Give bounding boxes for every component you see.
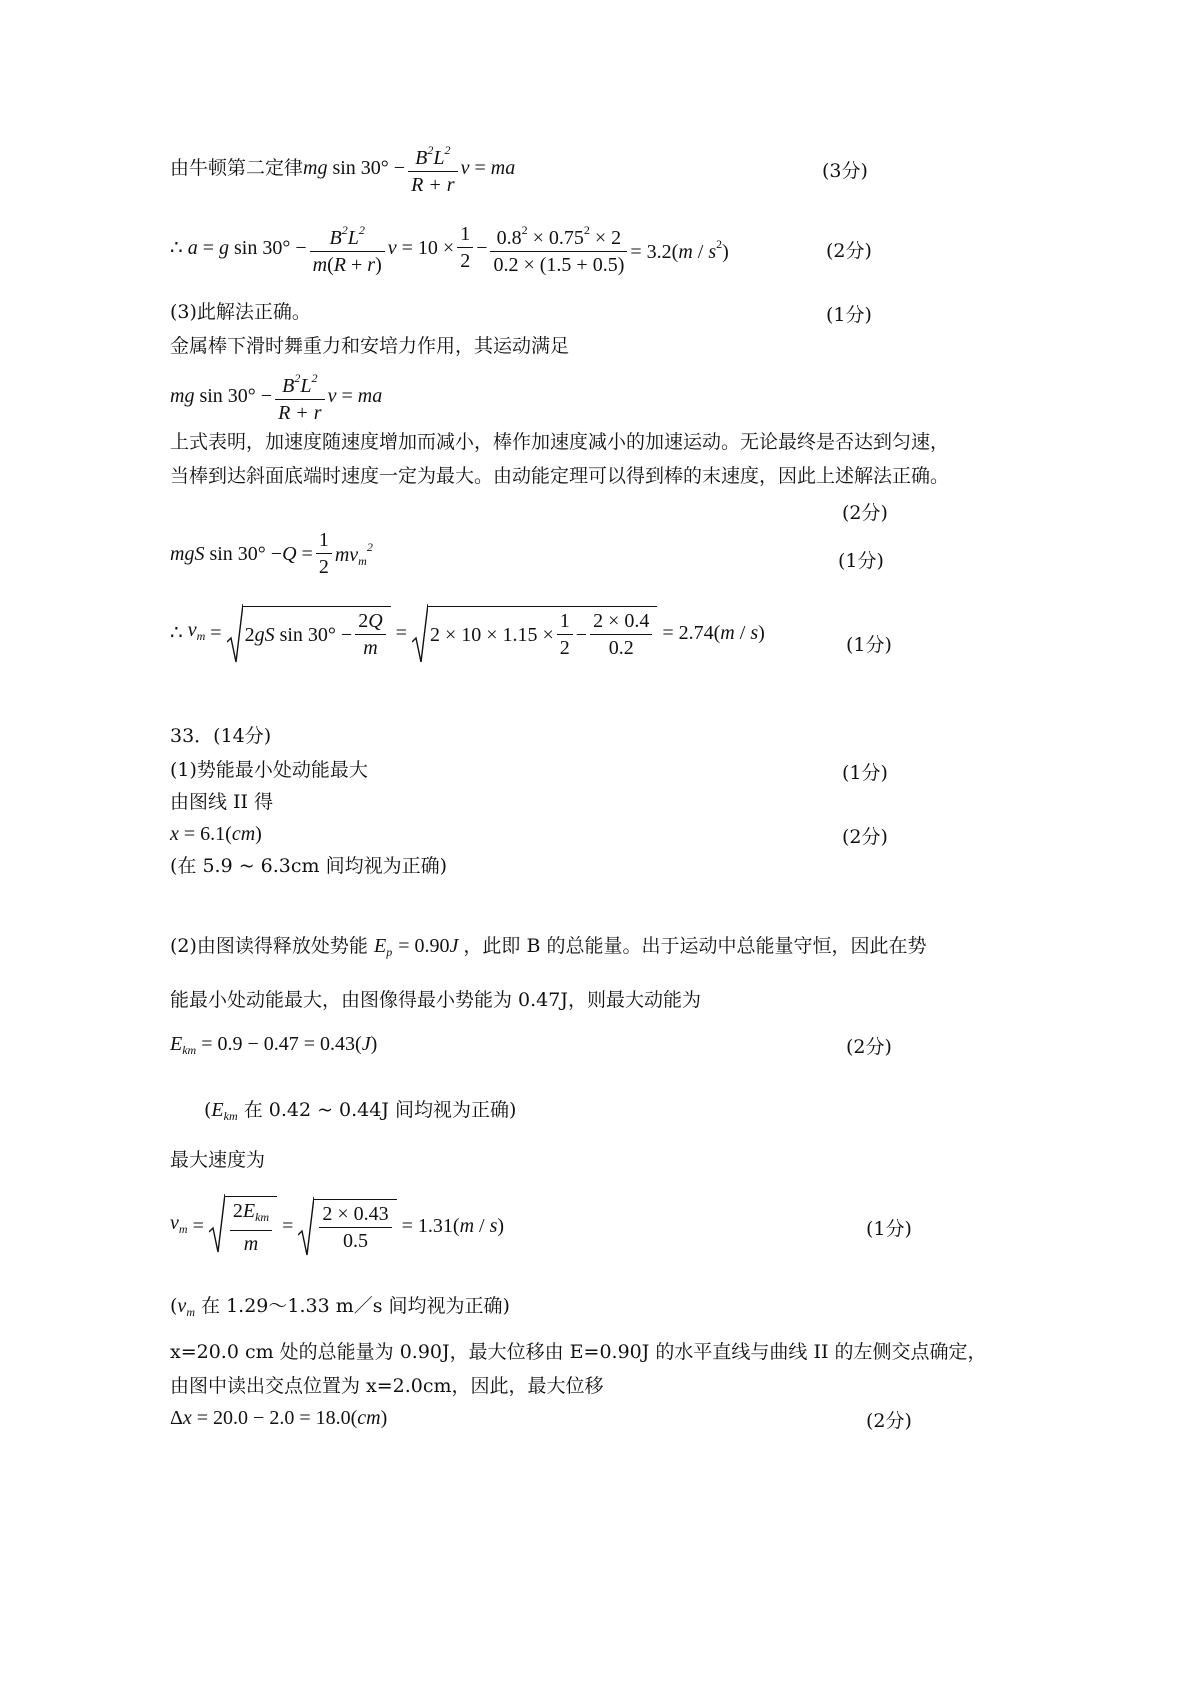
fraction: $\frac{0.8^2 \times 0.75^2 \times 2}{0.2 \times (1.5 + 0.5)}$ bbox=[490, 218, 627, 277]
score-label: (2分) bbox=[842, 502, 888, 524]
paragraph-text: 金属棒下滑时舞重力和安培力作用，其运动满足 bbox=[170, 335, 570, 357]
sqrt-sign: $\frac{2 \times 0.43}{0.5}$ bbox=[298, 1199, 396, 1253]
eq-velocity-line: ∴ $v_m$ = 2 gS sin 30° − $\frac{2Q}{m}$ = 2 × 10 × 1.15 × $\frac{1}{2}$ − $\frac{2 \times 0.4}{0.2}$ = 2.74(m / s) bbox=[170, 606, 765, 660]
paragraph-text: 由图中读出交点位置为 x=2.0cm，因此，最大位移 bbox=[170, 1375, 604, 1397]
paragraph-text: (1)势能最小处动能最大 bbox=[170, 759, 368, 781]
eq-max-kinetic: $E_{km} = 0.9 - 0.47 = 0.43(J)$ bbox=[170, 1033, 378, 1057]
fraction: $\frac{B^2L^2}{R + r}$ bbox=[275, 366, 325, 425]
eq-energy-line: mgS sin 30° − Q = $\frac{1}{2}$ $mv_m^2$ bbox=[170, 529, 373, 578]
score-label: (3分) bbox=[822, 160, 868, 182]
eq-newton-prefix: 由牛顿第二定律 bbox=[170, 156, 304, 179]
score-label: (1分) bbox=[826, 304, 872, 326]
sqrt-sign: 2 × 10 × 1.15 × $\frac{1}{2}$ − $\frac{2 \times 0.4}{0.2}$ bbox=[412, 606, 657, 660]
paragraph-text: 能最小处动能最大，由图像得最小势能为 0.47J，则最大动能为 bbox=[170, 989, 701, 1011]
eq-max-displacement: Δx = 20.0 − 2.0 = 18.0(cm) bbox=[170, 1407, 388, 1429]
paragraph-text: (在 5.9 ~ 6.3cm 间均视为正确) bbox=[170, 855, 447, 877]
score-label: (1分) bbox=[842, 762, 888, 784]
eq-motion-line: mg sin 30° − $\frac{B^2L^2}{R + r}$ v = ma bbox=[170, 366, 382, 425]
paragraph-text: 由图线 II 得 bbox=[170, 791, 274, 813]
sqrt-sign: 2 gS sin 30° − $\frac{2Q}{m}$ bbox=[227, 606, 391, 660]
paragraph-text: 最大速度为 bbox=[170, 1149, 266, 1171]
score-label: (1分) bbox=[846, 634, 892, 656]
fraction: $\frac{B^2L^2}{m(R + r)}$ bbox=[310, 218, 385, 277]
eq-newton-lhs: mg bbox=[303, 156, 328, 179]
paragraph-text: ($E_{km}$ 在 0.42 ~ 0.44J 间均视为正确) bbox=[204, 1099, 517, 1123]
eq-acceleration-line: ∴ a = g sin 30° − $\frac{B^2L^2}{m(R + r)}$ v = 10 × $\frac{1}{2}$ − $\frac{0.8^2 \times 0.75^2 \times 2}{0.2 \times (1.5 + 0.5)}$ = $3.2(m / s^2)$ bbox=[170, 218, 729, 277]
score-label: (2分) bbox=[846, 1036, 892, 1058]
score-label: (2分) bbox=[866, 1410, 912, 1432]
eq-position: x = 6.1(cm) bbox=[170, 823, 262, 845]
paragraph-text: 上式表明，加速度随速度增加而减小，棒作加速度减小的加速运动。无论最终是否达到匀速， bbox=[170, 431, 950, 453]
section-3-heading: (3)此解法正确。 bbox=[170, 301, 311, 323]
paragraph-text: ($v_m$ 在 1.29～1.33 m／s 间均视为正确) bbox=[170, 1295, 510, 1319]
paragraph-text: x=20.0 cm 处的总能量为 0.90J，最大位移由 E=0.90J 的水平直线与曲线 II 的左侧交点确定， bbox=[170, 1341, 987, 1363]
eq-max-speed: $v_m$ = $\frac{2E_{km}}{m}$ = $\frac{2 \times 0.43}{0.5}$ = 1.31(m / s) bbox=[170, 1196, 504, 1256]
fraction: $\frac{1}{2}$ bbox=[457, 222, 473, 273]
fraction: $\frac{B^2L^2}{R + r}$ bbox=[408, 138, 458, 197]
score-label: (2分) bbox=[826, 240, 872, 262]
paragraph-text: (2)由图读得释放处势能 $E_p = 0.90J$ ，此即 B 的总能量。出于运动中总能量守恒，因此在势 bbox=[170, 935, 927, 959]
eq-newton-line: 由牛顿第二定律 mg sin 30° − $\frac{B^2L^2}{R + r}$ v = ma bbox=[170, 138, 515, 197]
paragraph-text: 当棒到达斜面底端时速度一定为最大。由动能定理可以得到棒的末速度，因此上述解法正确。 bbox=[170, 465, 950, 487]
sqrt-sign: $\frac{2E_{km}}{m}$ bbox=[209, 1196, 277, 1256]
score-label: (1分) bbox=[838, 550, 884, 572]
score-label: (2分) bbox=[842, 826, 888, 848]
question-33-title: 33．(14分) bbox=[170, 725, 272, 747]
score-label: (1分) bbox=[866, 1218, 912, 1240]
fraction: $\frac{1}{2}$ bbox=[316, 528, 332, 579]
